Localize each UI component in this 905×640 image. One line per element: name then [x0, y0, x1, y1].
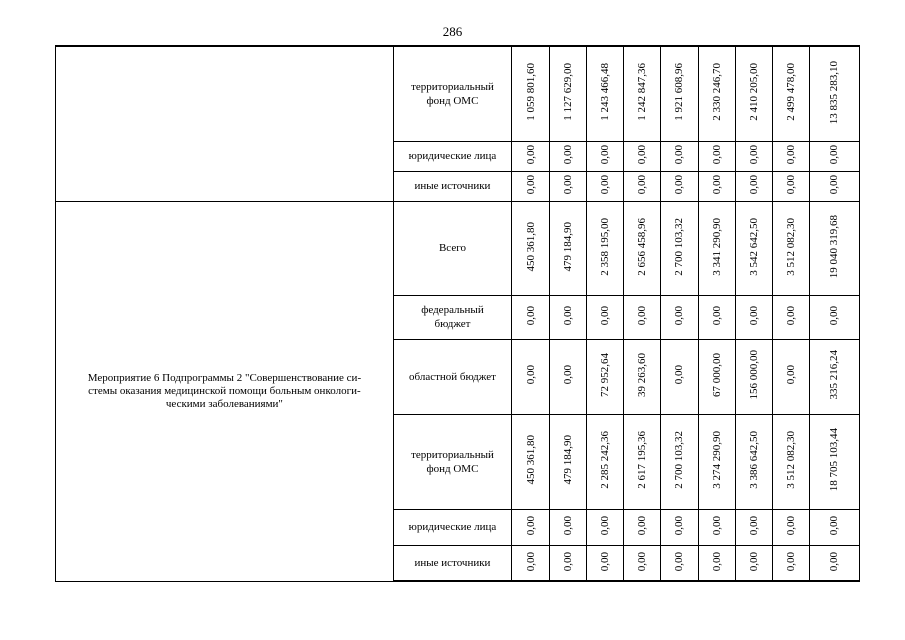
value-text: 0,00 — [828, 551, 841, 571]
value-text: 0,00 — [673, 551, 686, 571]
value-text: 0,00 — [747, 174, 760, 195]
value-text: 0,00 — [562, 305, 575, 326]
value-text: 1 059 801,60 — [524, 63, 537, 122]
value-text: 0,00 — [828, 144, 841, 165]
value-text: 0,00 — [599, 305, 612, 326]
value-text: 0,00 — [524, 551, 537, 571]
table-row — [56, 201, 860, 295]
year-value-cell — [735, 509, 772, 545]
year-value-cell — [587, 141, 624, 171]
value-text: 0,00 — [784, 515, 797, 536]
value-text: 0,00 — [524, 305, 537, 326]
year-value-cell — [735, 414, 772, 509]
year-value-cell — [772, 339, 809, 414]
value-text: 0,00 — [747, 515, 760, 536]
year-value-cell — [550, 201, 587, 295]
activity-line: ческими заболеваниями" — [165, 397, 283, 410]
year-value-cell — [624, 171, 661, 201]
year-value-cell — [661, 509, 698, 545]
funding-source-cell — [393, 141, 511, 171]
year-value-cell — [550, 141, 587, 171]
value-text: 0,00 — [562, 144, 575, 165]
funding-source-cell — [393, 295, 511, 339]
year-value-cell — [624, 201, 661, 295]
funding-source-cell — [393, 201, 511, 295]
year-value-cell — [624, 545, 661, 581]
year-value-cell — [512, 414, 550, 509]
total-value-cell — [809, 46, 859, 141]
funding-source-label: Всего — [438, 242, 466, 254]
value-text: 0,00 — [710, 144, 723, 165]
value-text: 2 656 458,96 — [636, 217, 649, 276]
year-value-cell — [698, 414, 735, 509]
funding-source-label: иные источники — [414, 180, 491, 192]
value-text: 0,00 — [784, 305, 797, 326]
value-text: 0,00 — [599, 515, 612, 536]
activity-cell-6 — [56, 201, 394, 581]
value-text: 1 921 608,96 — [673, 63, 686, 122]
total-value-cell — [809, 141, 859, 171]
year-value-cell — [772, 414, 809, 509]
year-value-cell — [661, 295, 698, 339]
table-row — [56, 46, 860, 141]
value-text: 1 127 629,00 — [562, 63, 575, 122]
value-text: 67 000,00 — [710, 353, 723, 397]
value-text: 0,00 — [828, 305, 841, 326]
value-text: 0,00 — [673, 365, 686, 385]
year-value-cell — [512, 339, 550, 414]
year-value-cell — [772, 201, 809, 295]
year-value-cell — [735, 201, 772, 295]
year-value-cell — [661, 339, 698, 414]
value-text: 1 242 847,36 — [636, 63, 649, 122]
year-value-cell — [550, 46, 587, 141]
value-text: 0,00 — [828, 515, 841, 536]
value-text: 0,00 — [524, 365, 537, 385]
year-value-cell — [661, 171, 698, 201]
value-text: 0,00 — [636, 144, 649, 165]
table-body — [56, 46, 860, 581]
year-value-cell — [661, 46, 698, 141]
year-value-cell — [512, 141, 550, 171]
year-value-cell — [698, 545, 735, 581]
funding-source-label: иные источники — [414, 556, 491, 569]
year-value-cell — [587, 339, 624, 414]
value-text: 0,00 — [673, 305, 686, 326]
total-value-cell — [809, 295, 859, 339]
funding-source-label: юридические лица — [408, 150, 497, 162]
total-value-cell — [809, 201, 859, 295]
funding-source-cell — [393, 339, 511, 414]
year-value-cell — [587, 201, 624, 295]
funding-source-label: территориальный — [411, 80, 494, 93]
funding-source-label: юридические лица — [408, 521, 497, 533]
total-value-cell — [809, 171, 859, 201]
year-value-cell — [772, 46, 809, 141]
value-text: 0,00 — [636, 174, 649, 195]
value-text: 0,00 — [710, 551, 723, 571]
year-value-cell — [550, 295, 587, 339]
value-text: 450 361,80 — [524, 435, 537, 485]
funding-source-label: территориальный — [411, 448, 494, 461]
year-value-cell — [661, 414, 698, 509]
value-text: 0,00 — [710, 174, 723, 195]
funding-source-label: бюджет — [434, 318, 471, 330]
year-value-cell — [735, 171, 772, 201]
value-text: 3 512 082,30 — [784, 431, 797, 489]
value-text: 0,00 — [710, 305, 723, 326]
funding-source-cell — [393, 509, 511, 545]
funding-source-cell — [393, 171, 511, 201]
value-text: 0,00 — [599, 144, 612, 165]
value-text: 0,00 — [784, 365, 797, 385]
total-value-cell — [809, 339, 859, 414]
year-value-cell — [550, 509, 587, 545]
year-value-cell — [735, 46, 772, 141]
year-value-cell — [735, 295, 772, 339]
year-value-cell — [587, 545, 624, 581]
year-value-cell — [661, 545, 698, 581]
activity-cell-blank — [56, 46, 394, 201]
year-value-cell — [772, 545, 809, 581]
year-value-cell — [735, 339, 772, 414]
value-text: 3 512 082,30 — [784, 217, 797, 276]
value-text: 2 700 103,32 — [673, 431, 686, 489]
year-value-cell — [698, 509, 735, 545]
value-text: 2 700 103,32 — [673, 217, 686, 276]
value-text: 0,00 — [784, 144, 797, 165]
value-text: 0,00 — [524, 515, 537, 536]
value-text: 0,00 — [784, 551, 797, 571]
value-text: 2 410 205,00 — [747, 63, 760, 122]
value-text: 0,00 — [747, 305, 760, 326]
funding-table — [55, 45, 860, 582]
year-value-cell — [698, 141, 735, 171]
value-text: 0,00 — [747, 144, 760, 165]
activity-line: Мероприятие 6 Подпрограммы 2 "Совершенствование си- — [87, 371, 362, 384]
year-value-cell — [698, 171, 735, 201]
year-value-cell — [624, 414, 661, 509]
value-text: 0,00 — [673, 515, 686, 536]
value-text: 19 040 319,68 — [828, 214, 841, 279]
value-text: 0,00 — [636, 551, 649, 571]
funding-source-label: фонд ОМС — [426, 94, 479, 107]
year-value-cell — [624, 141, 661, 171]
value-text: 0,00 — [828, 174, 841, 195]
year-value-cell — [735, 545, 772, 581]
value-text: 13 835 283,10 — [828, 60, 841, 124]
year-value-cell — [550, 339, 587, 414]
value-text: 2 617 195,36 — [636, 431, 649, 489]
year-value-cell — [512, 509, 550, 545]
value-text: 450 361,80 — [524, 221, 537, 272]
year-value-cell — [587, 171, 624, 201]
value-text: 72 952,64 — [599, 353, 612, 397]
value-text: 0,00 — [710, 515, 723, 536]
year-value-cell — [550, 171, 587, 201]
value-text: 18 705 103,44 — [828, 428, 841, 492]
value-text: 0,00 — [599, 551, 612, 571]
year-value-cell — [512, 171, 550, 201]
value-text: 0,00 — [562, 515, 575, 536]
funding-source-cell — [393, 46, 511, 141]
year-value-cell — [735, 141, 772, 171]
year-value-cell — [772, 141, 809, 171]
value-text: 3 341 290,90 — [710, 217, 723, 276]
year-value-cell — [698, 295, 735, 339]
value-text: 479 184,90 — [562, 435, 575, 485]
year-value-cell — [624, 339, 661, 414]
year-value-cell — [587, 414, 624, 509]
year-value-cell — [550, 414, 587, 509]
value-text: 335 216,24 — [828, 350, 841, 400]
funding-source-label: областной бюджет — [409, 370, 496, 383]
page-number: 286 — [442, 24, 463, 39]
year-value-cell — [624, 509, 661, 545]
value-text: 0,00 — [673, 174, 686, 195]
value-text: 0,00 — [636, 305, 649, 326]
year-value-cell — [624, 46, 661, 141]
value-text: 1 243 466,48 — [599, 63, 612, 122]
value-text: 0,00 — [636, 515, 649, 536]
value-text: 0,00 — [562, 365, 575, 385]
value-text: 39 263,60 — [636, 353, 649, 397]
year-value-cell — [512, 545, 550, 581]
year-value-cell — [587, 509, 624, 545]
value-text: 2 358 195,00 — [599, 217, 612, 276]
funding-source-cell — [393, 414, 511, 509]
year-value-cell — [772, 509, 809, 545]
value-text: 0,00 — [562, 174, 575, 195]
total-value-cell — [809, 509, 859, 545]
year-value-cell — [698, 339, 735, 414]
year-value-cell — [772, 171, 809, 201]
funding-source-label: фонд ОМС — [426, 462, 479, 475]
year-value-cell — [550, 545, 587, 581]
year-value-cell — [587, 46, 624, 141]
activity-line: стемы оказания медицинской помощи больным онкологи- — [88, 384, 361, 397]
total-value-cell — [809, 545, 859, 581]
value-text: 2 499 478,00 — [784, 63, 797, 122]
year-value-cell — [698, 201, 735, 295]
year-value-cell — [661, 201, 698, 295]
value-text: 0,00 — [524, 174, 537, 195]
value-text: 0,00 — [747, 551, 760, 571]
value-text: 0,00 — [784, 174, 797, 195]
year-value-cell — [512, 295, 550, 339]
year-value-cell — [512, 201, 550, 295]
value-text: 2 285 242,36 — [599, 431, 612, 489]
value-text: 3 274 290,90 — [710, 431, 723, 489]
year-value-cell — [698, 46, 735, 141]
year-value-cell — [512, 46, 550, 141]
value-text: 479 184,90 — [562, 221, 575, 272]
year-value-cell — [624, 295, 661, 339]
value-text: 156 000,00 — [747, 350, 760, 400]
value-text: 0,00 — [524, 144, 537, 165]
value-text: 2 330 246,70 — [710, 63, 723, 122]
total-value-cell — [809, 414, 859, 509]
year-value-cell — [587, 295, 624, 339]
year-value-cell — [661, 141, 698, 171]
funding-source-label: федеральный — [421, 304, 484, 316]
year-value-cell — [772, 295, 809, 339]
value-text: 0,00 — [562, 551, 575, 571]
value-text: 3 542 642,50 — [747, 217, 760, 276]
funding-source-cell — [393, 545, 511, 581]
value-text: 3 386 642,50 — [747, 431, 760, 489]
value-text: 0,00 — [599, 174, 612, 195]
value-text: 0,00 — [673, 144, 686, 165]
